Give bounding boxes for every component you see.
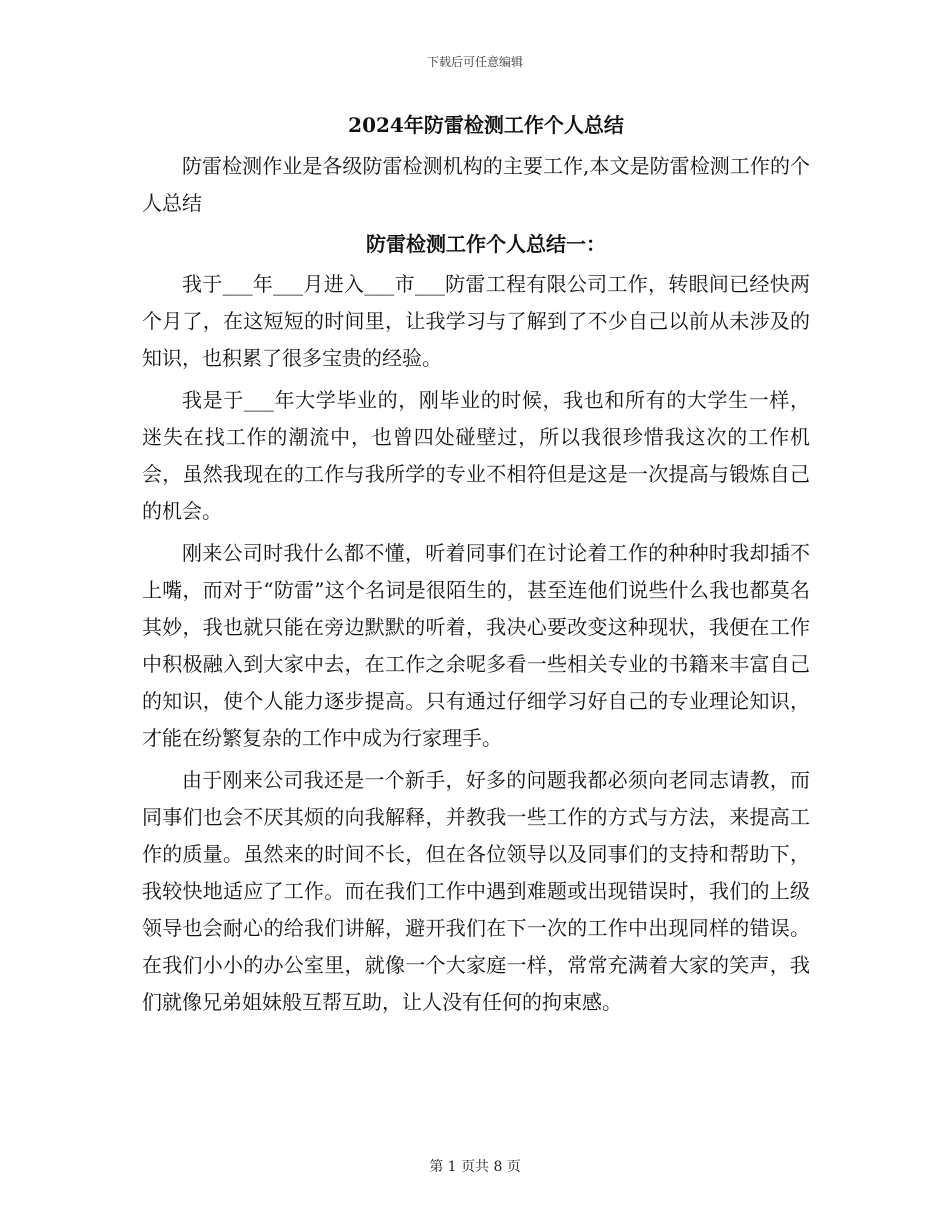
body-paragraph-1: 我于___年___月进入___市___防雷工程有限公司工作，转眼间已经快两个月了，在这短短的时间里，让我学习与了解到了不少自己以前从未涉及的知识，也积累了很多宝贵的经验。 — [142, 272, 810, 370]
header-note: 下载后可任意编辑 — [426, 55, 523, 69]
body-paragraph-4: 由于刚来公司我还是一个新手，好多的问题我都必须向老同志请教，而同事们也会不厌其烦的向我解释，并教我一些工作的方式与方法，来提高工作的质量。虽然来的时间不长，但在各位领导以及同事们的支持和帮助下，我较快地适应了工作。而在我们工作中遇到难题或出现错误时，我们的上级领导也会耐心的给我们讲解，避开我们在下一次的工作中出现同样的错误。在我们小小的办公室里，就像一个大家庭一样，常常充满着大家的笑声，我们就像兄弟姐妹般互帮互助，让人没有任何的拘束感。 — [142, 768, 810, 1014]
document-title: 2024年防雷检测工作个人总结 — [348, 113, 624, 137]
body-paragraph-3: 刚来公司时我什么都不懂，听着同事们在讨论着工作的种种时我却插不上嘴，而对于“防雷”这个名词是很陌生的，甚至连他们说些什么我也都莫名其妙，我也就只能在旁边默默的听着，我决心要改变这种现状，我便在工作中积极融入到大家中去，在工作之余呢多看一些相关专业的书籍来丰富自己的知识，使个人能力逐步提高。只有通过仔细学习好自己的专业理论知识，才能在纷繁复杂的工作中成为行家理手。 — [142, 541, 810, 750]
intro-paragraph: 防雷检测作业是各级防雷检测机构的主要工作,本文是防雷检测工作的个人总结 — [142, 154, 810, 215]
page-number: 第 1 页共 8 页 — [429, 1159, 521, 1175]
document-body — [142, 110, 810, 1021]
body-paragraph-2: 我是于___年大学毕业的，刚毕业的时候，我也和所有的大学生一样，迷失在找工作的潮流中，也曾四处碰壁过，所以我很珍惜我这次的工作机会，虽然我现在的工作与我所学的专业不相符但是这是一次提高与锻炼自己的机会。 — [142, 388, 810, 523]
section-title: 防雷检测工作个人总结一： — [366, 232, 606, 256]
